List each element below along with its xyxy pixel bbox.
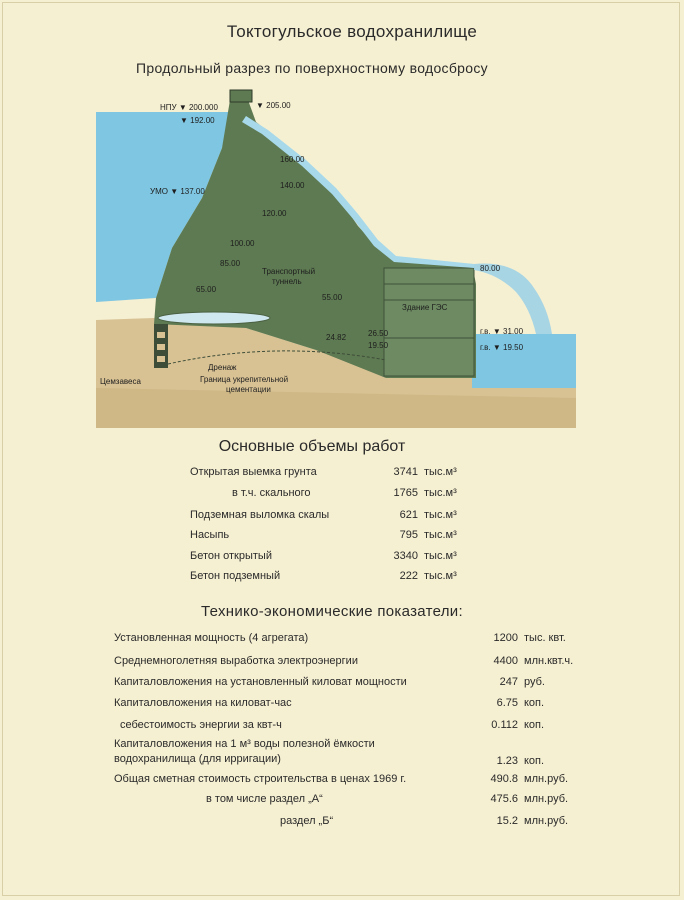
volume-value: 795: [399, 529, 418, 541]
indicator-unit: руб.: [524, 676, 545, 688]
volume-label: в т.ч. скального: [232, 487, 311, 499]
volume-unit: тыс.м³: [424, 529, 457, 541]
label-crest: ▼ 205.00: [256, 101, 291, 110]
indicator-label: Капиталовложения на 1 м³ воды полезной ёмкости: [114, 738, 375, 750]
label-192: ▼ 192.00: [180, 116, 215, 125]
label-160: 160.00: [280, 155, 305, 164]
volume-label: Насыпь: [190, 529, 230, 541]
label-grout-2: цементации: [226, 385, 271, 394]
crest-gate: [230, 90, 252, 102]
indicator-label: Капиталовложения на киловат-час: [114, 697, 292, 709]
volume-unit: тыс.м³: [424, 550, 457, 562]
label-npu: НПУ ▼ 200.000: [160, 103, 218, 112]
drain-hole-3: [157, 356, 165, 362]
indicator-unit: тыс. квт.: [524, 632, 566, 644]
label-1950a: 19.50: [368, 341, 389, 350]
label-gv31: г.в. ▼ 31.00: [480, 327, 524, 336]
indicator-label: в том числе раздел „А“: [206, 793, 323, 805]
indicator-unit: млн.квт.ч.: [524, 655, 574, 667]
indicator-unit: коп.: [524, 697, 545, 709]
drain-hole-1: [157, 332, 165, 338]
drain-hole-2: [157, 344, 165, 350]
label-drain: Дренаж: [208, 363, 237, 372]
indicator-label: Капиталовложения на установленный киловат мощности: [114, 676, 407, 688]
volume-label: Подземная выломка скалы: [190, 509, 330, 521]
label-85: 85.00: [220, 259, 241, 268]
volumes-title: Основные объемы работ: [218, 438, 406, 455]
volume-label: Бетон подземный: [190, 570, 281, 582]
indicator-value: 15.2: [496, 815, 518, 827]
label-2650: 26.50: [368, 329, 389, 338]
indicator-value: 4400: [493, 655, 518, 667]
indicator-unit: млн.руб.: [524, 815, 569, 827]
indicator-value: 1.23: [496, 755, 518, 767]
indicator-value: 6.75: [496, 697, 518, 709]
volume-label: Бетон открытый: [190, 550, 272, 562]
indicator-label: раздел „Б“: [280, 815, 334, 827]
indicator-value: 490.8: [490, 773, 518, 785]
label-55: 55.00: [322, 293, 343, 302]
label-65: 65.00: [196, 285, 217, 294]
label-umo: УМО ▼ 137.00: [150, 187, 205, 196]
indicator-unit: коп.: [524, 719, 545, 731]
indicator-label: Общая сметная стоимость строительства в ценах 1969 г.: [114, 773, 407, 785]
volume-value: 1765: [393, 487, 418, 499]
label-120: 120.00: [262, 209, 287, 218]
volume-unit: тыс.м³: [424, 570, 457, 582]
indicator-value: 1200: [493, 632, 518, 644]
label-tunnel-1: Транспортный: [262, 267, 316, 276]
label-grout-1: Граница укрепительной: [200, 375, 289, 384]
volume-label: Открытая выемка грунта: [190, 466, 317, 478]
page-title: Токтогульское водохранилище: [226, 22, 478, 41]
indicators-title: Технико-экономические показатели:: [201, 603, 463, 620]
indicator-unit: коп.: [524, 755, 545, 767]
indicator-unit: млн.руб.: [524, 793, 569, 805]
diversion-tunnel: [158, 312, 270, 324]
label-tunnel-2: туннель: [272, 277, 302, 286]
spillway-spray: [474, 264, 552, 335]
indicator-value: 475.6: [490, 793, 518, 805]
label-80: 80.00: [480, 264, 501, 273]
volume-value: 222: [399, 570, 418, 582]
label-ges: Здание ГЭС: [402, 303, 448, 312]
label-gv1950: г.в. ▼ 19.50: [480, 343, 524, 352]
volume-value: 3340: [393, 550, 418, 562]
label-2482: 24.82: [326, 333, 347, 342]
label-140: 140.00: [280, 181, 305, 190]
dam-cross-section: [96, 88, 576, 428]
label-100: 100.00: [230, 239, 255, 248]
volume-value: 621: [399, 509, 418, 521]
indicator-value: 247: [499, 676, 518, 688]
volume-value: 3741: [393, 466, 418, 478]
indicator-label-line2: водохранилища (для ирригации): [114, 753, 281, 765]
volume-unit: тыс.м³: [424, 509, 457, 521]
indicator-label: Установленная мощность (4 агрегата): [114, 632, 309, 644]
volume-unit: тыс.м³: [424, 487, 457, 499]
indicator-label: Среднемноголетняя выработка электроэнергии: [114, 655, 358, 667]
page-subtitle: Продольный разрез по поверхностному водосбросу: [136, 60, 488, 76]
indicator-value: 0.112: [491, 719, 518, 731]
indicator-unit: млн.руб.: [524, 773, 569, 785]
label-curtain: Цемзавеса: [100, 377, 141, 386]
volume-unit: тыс.м³: [424, 466, 457, 478]
indicator-label: себестоимость энергии за квт-ч: [120, 719, 282, 731]
